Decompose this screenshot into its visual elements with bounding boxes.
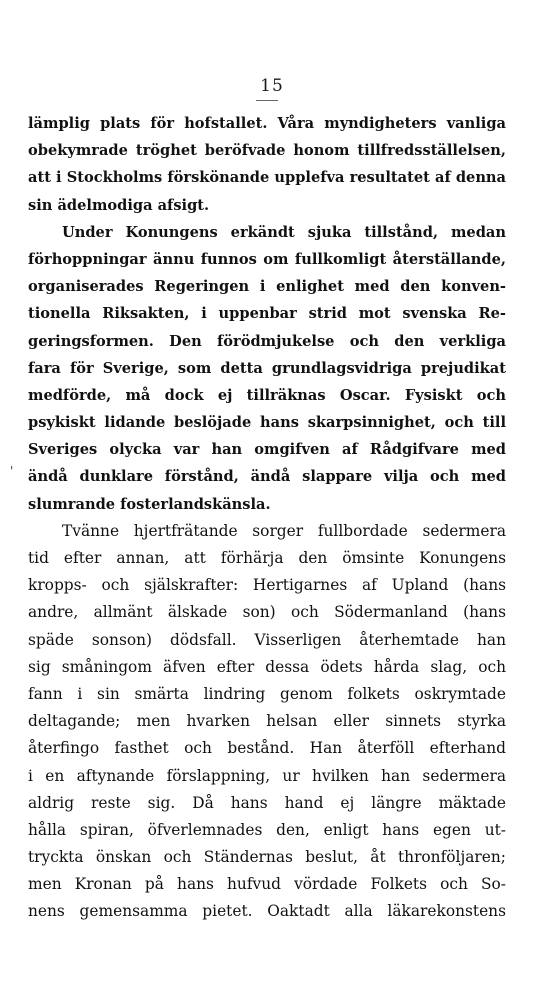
text-line-24: återfingo fasthet och bestånd. Han återföll efterhand bbox=[28, 739, 506, 758]
text-line-25: i en aftynande förslappning, ur hvilken han sedermera bbox=[28, 766, 506, 785]
text-line-28: tryckta önskan och Ständernas beslut, åt thronföljaren; bbox=[28, 848, 506, 867]
text-line-14: ändå dunklare förstånd, ändå slappare vilja och med bbox=[28, 468, 506, 486]
page-number-rule bbox=[256, 100, 278, 101]
text-line-10: fara för Sverige, som detta grundlagsvidriga prejudikat bbox=[28, 359, 506, 377]
text-line-26: aldrig reste sig. Då hans hand ej längre mäktade bbox=[28, 793, 506, 812]
text-line-17: tid efter annan, att förhärja den ömsinte Konungens bbox=[28, 549, 506, 567]
text-line-2: obekymrade tröghet beröfvade honom tillfredsställelsen, bbox=[28, 142, 506, 160]
text-line-6: förhoppningar ännu funnos om fullkomligt återställande, bbox=[28, 250, 506, 268]
text-line-30: nens gemensamma pietet. Oaktadt alla läkarekonstens bbox=[28, 902, 506, 921]
margin-mark: ' bbox=[10, 464, 14, 478]
text-line-7: organiserades Regeringen i enlighet med den konven- bbox=[28, 278, 506, 296]
text-line-21: sig småningom äfven efter dessa ödets hårda slag, och bbox=[28, 657, 506, 676]
text-line-20: späde sonson) dödsfall. Visserligen återhemtade han bbox=[28, 630, 506, 649]
text-line-22: fann i sin smärta lindring genom folkets oskrymtade bbox=[28, 684, 506, 703]
text-line-3: att i Stockholms förskönande upplefva resultatet af denna bbox=[28, 169, 506, 187]
text-line-15: slumrande fosterlandskänsla. bbox=[28, 495, 271, 513]
text-line-8: tionella Riksakten, i uppenbar strid mot svenska Re- bbox=[28, 305, 506, 323]
body-text bbox=[28, 110, 506, 926]
text-line-23: deltagande; men hvarken helsan eller sinnets styrka bbox=[28, 712, 506, 731]
text-line-27: hålla spiran, öfverlemnades den, enligt hans egen ut- bbox=[28, 820, 506, 839]
text-line-19: andre, allmänt älskade son) och Södermanland (hans bbox=[28, 603, 506, 622]
text-line-13: Sveriges olycka var han omgifven af Rådgifvare med bbox=[28, 441, 506, 459]
text-line-4: sin ädelmodiga afsigt. bbox=[28, 196, 210, 214]
text-line-29: men Kronan på hans hufvud vördade Folkets och So- bbox=[28, 875, 506, 894]
page-number: 15 bbox=[260, 76, 284, 96]
text-line-11: medförde, må dock ej tillräknas Oscar. Fysiskt och bbox=[28, 386, 506, 404]
text-line-9: geringsformen. Den förödmjukelse och den verkliga bbox=[28, 332, 506, 350]
text-line-18: kropps- och själskrafter: Hertigarnes af Upland (hans bbox=[28, 576, 506, 595]
text-line-12: psykiskt lidande beslöjade hans skarpsinnighet, och till bbox=[28, 414, 506, 432]
text-line-5: Under Konungens erkändt sjuka tillstånd, medan bbox=[62, 223, 506, 241]
text-line-1: lämplig plats för hofstallet. Våra myndigheters vanliga bbox=[28, 115, 506, 132]
text-line-16: Tvänne hjertfrätande sorger fullbordade sedermera bbox=[62, 521, 506, 540]
